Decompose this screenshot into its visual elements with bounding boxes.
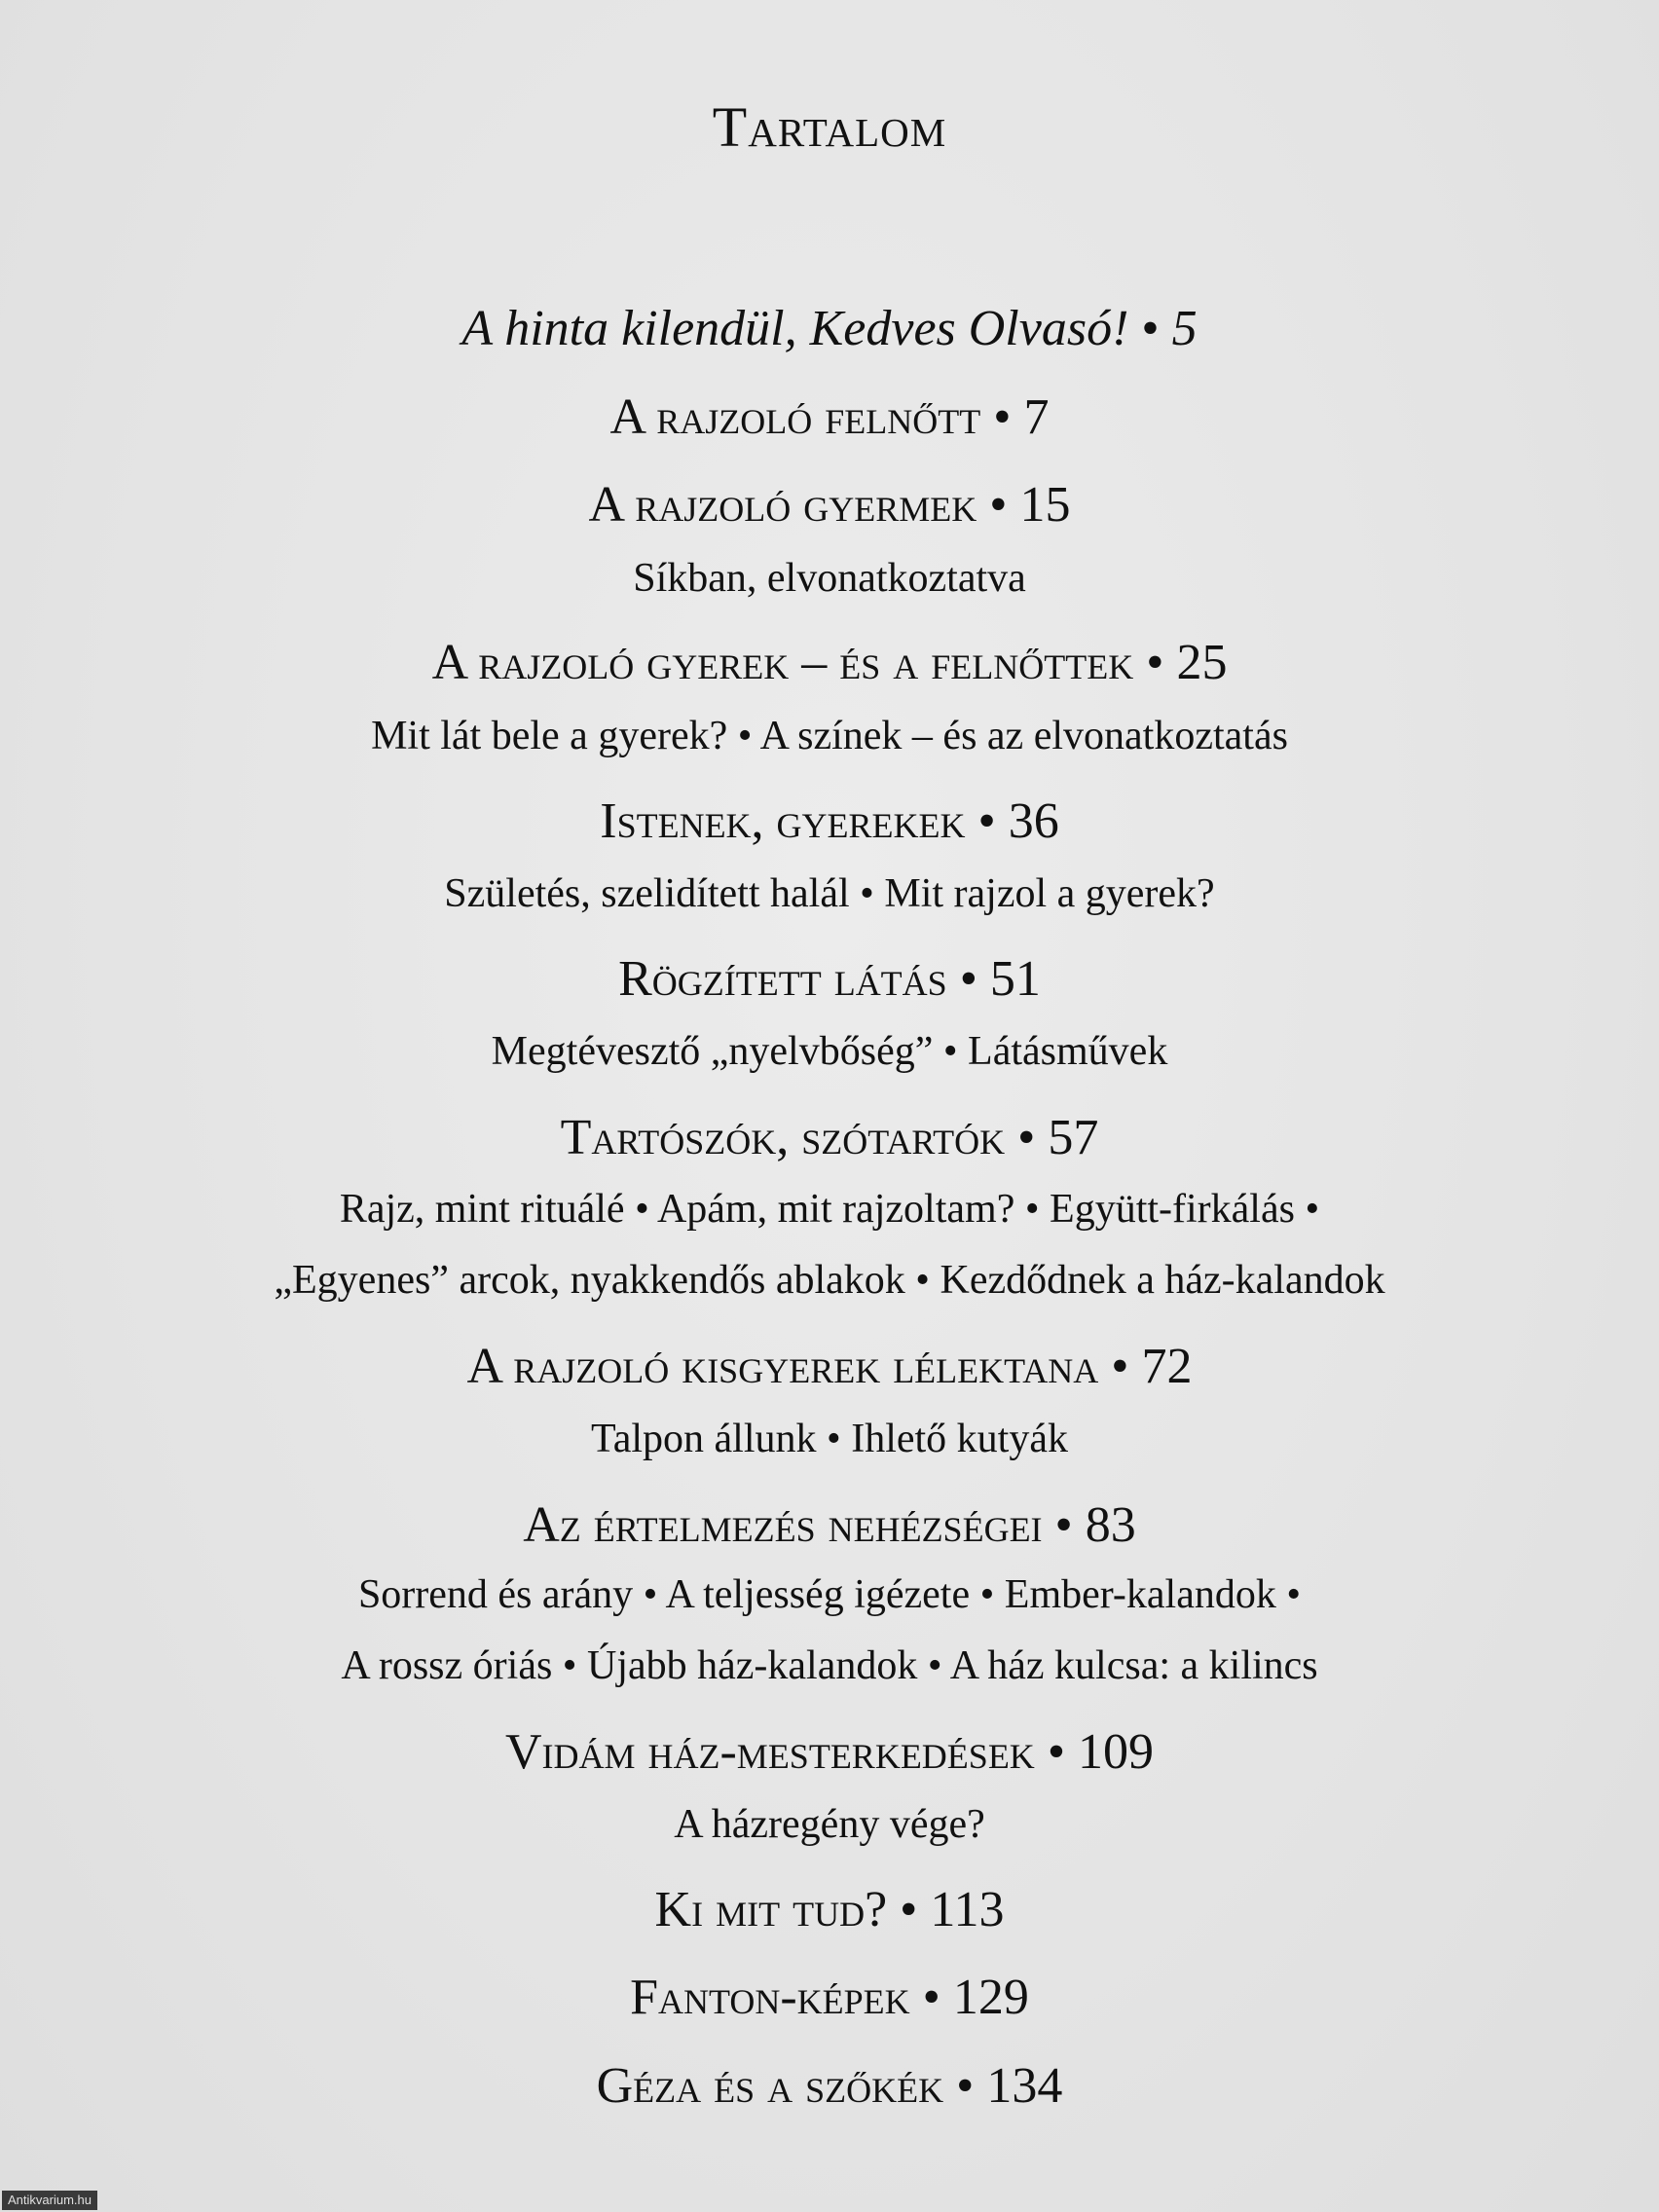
toc-entry-page: 109: [1078, 1724, 1155, 1780]
toc-entry-text: Vidám ház-mesterkedések: [504, 1724, 1035, 1780]
toc-subentry: A rossz óriás • Újabb ház-kalandok • A ház kulcsa: a kilincs: [341, 1643, 1318, 1688]
bullet-separator: •: [959, 951, 977, 1007]
toc-subentry: Megtévesztő „nyelvbőség” • Látásművek: [491, 1029, 1168, 1074]
toc-entry: [0, 1497, 1659, 1553]
bullet-separator: •: [956, 2058, 975, 2114]
toc-subentry: Sorrend és arány • A teljesség igézete • Ember-kalandok •: [357, 1572, 1302, 1617]
toc-entry-page: 129: [952, 1970, 1029, 2025]
toc-entry-page: 134: [986, 2058, 1063, 2114]
bullet-separator: •: [993, 389, 1012, 445]
toc-entry: [0, 951, 1659, 1007]
bullet-separator: •: [1111, 1339, 1129, 1394]
toc-subentry: Mit lát bele a gyerek? • A színek – és az elvonatkoztatás: [371, 714, 1288, 758]
toc-entry-intro: [0, 301, 1659, 356]
toc-entry: [0, 2058, 1659, 2114]
toc-entry: [0, 389, 1659, 445]
bullet-separator: •: [989, 477, 1008, 533]
toc-entry-text: A rajzoló felnőtt: [609, 389, 981, 445]
bullet-separator: •: [1146, 635, 1164, 690]
bullet-separator: •: [1054, 1497, 1073, 1553]
toc-entry-text: Ki mit tud?: [654, 1882, 888, 1937]
toc-entry-page: 57: [1048, 1110, 1099, 1165]
toc-entry-page: 72: [1141, 1339, 1193, 1394]
toc-entry: [0, 1339, 1659, 1394]
page-title: Tartalom: [712, 95, 947, 159]
bullet-separator: •: [977, 793, 996, 849]
toc-entry-text: A rajzoló gyermek: [588, 477, 977, 533]
toc-entry-text: A rajzoló gyerek – és a felnőttek: [431, 635, 1134, 690]
toc-entry-text: Rögzített látás: [618, 951, 947, 1007]
toc-entry-page: 51: [989, 951, 1041, 1007]
toc-entry-text: Az értelmezés nehézségei: [523, 1497, 1043, 1553]
toc-subentry: A házregény vége?: [674, 1802, 985, 1847]
toc-entry: [0, 635, 1659, 690]
bullet-separator: •: [1047, 1724, 1066, 1780]
toc-entry: [0, 793, 1659, 849]
toc-entry-page: 5: [1171, 301, 1198, 356]
toc-entry-page: 83: [1085, 1497, 1136, 1553]
toc-subentry: „Egyenes” arcok, nyakkendős ablakok • Kezdődnek a ház-kalandok: [274, 1258, 1385, 1303]
watermark-label: Antikvarium.hu: [2, 2191, 97, 2210]
toc-entry-text: Fanton-képek: [630, 1970, 910, 2025]
toc-subentry: Síkban, elvonatkoztatva: [633, 556, 1026, 601]
toc-subentry: Születés, szelidített halál • Mit rajzol a gyerek?: [444, 871, 1215, 916]
toc-entry-text: Tartószók, szótartók: [560, 1110, 1006, 1165]
toc-entry-text: A rajzoló kisgyerek lélektana: [466, 1339, 1099, 1394]
bullet-separator: •: [1141, 301, 1160, 356]
toc-entry: [0, 1882, 1659, 1937]
toc-entry-page: 36: [1008, 793, 1059, 849]
toc-subentry: Talpon állunk • Ihlető kutyák: [591, 1417, 1068, 1461]
bullet-separator: •: [922, 1970, 940, 2025]
toc-entry-text: Géza és a szőkék: [596, 2058, 944, 2114]
toc-entry-page: 25: [1176, 635, 1228, 690]
bullet-separator: •: [1017, 1110, 1036, 1165]
toc-entry: [0, 1972, 1659, 2023]
toc-entry-text: Istenek, gyerekek: [600, 793, 966, 849]
toc-entry: [0, 1724, 1659, 1780]
toc-entry: [0, 477, 1659, 533]
toc-entry-text: A hinta kilendül, Kedves Olvasó!: [461, 301, 1129, 356]
toc-entry-page: 113: [930, 1882, 1005, 1937]
toc-entry-page: 7: [1023, 389, 1050, 445]
toc-entry: [0, 1110, 1659, 1165]
toc-entry-page: 15: [1019, 477, 1071, 533]
toc-subentry: Rajz, mint rituálé • Apám, mit rajzoltam? • Együtt-firkálás •: [339, 1187, 1320, 1232]
bullet-separator: •: [900, 1882, 918, 1937]
